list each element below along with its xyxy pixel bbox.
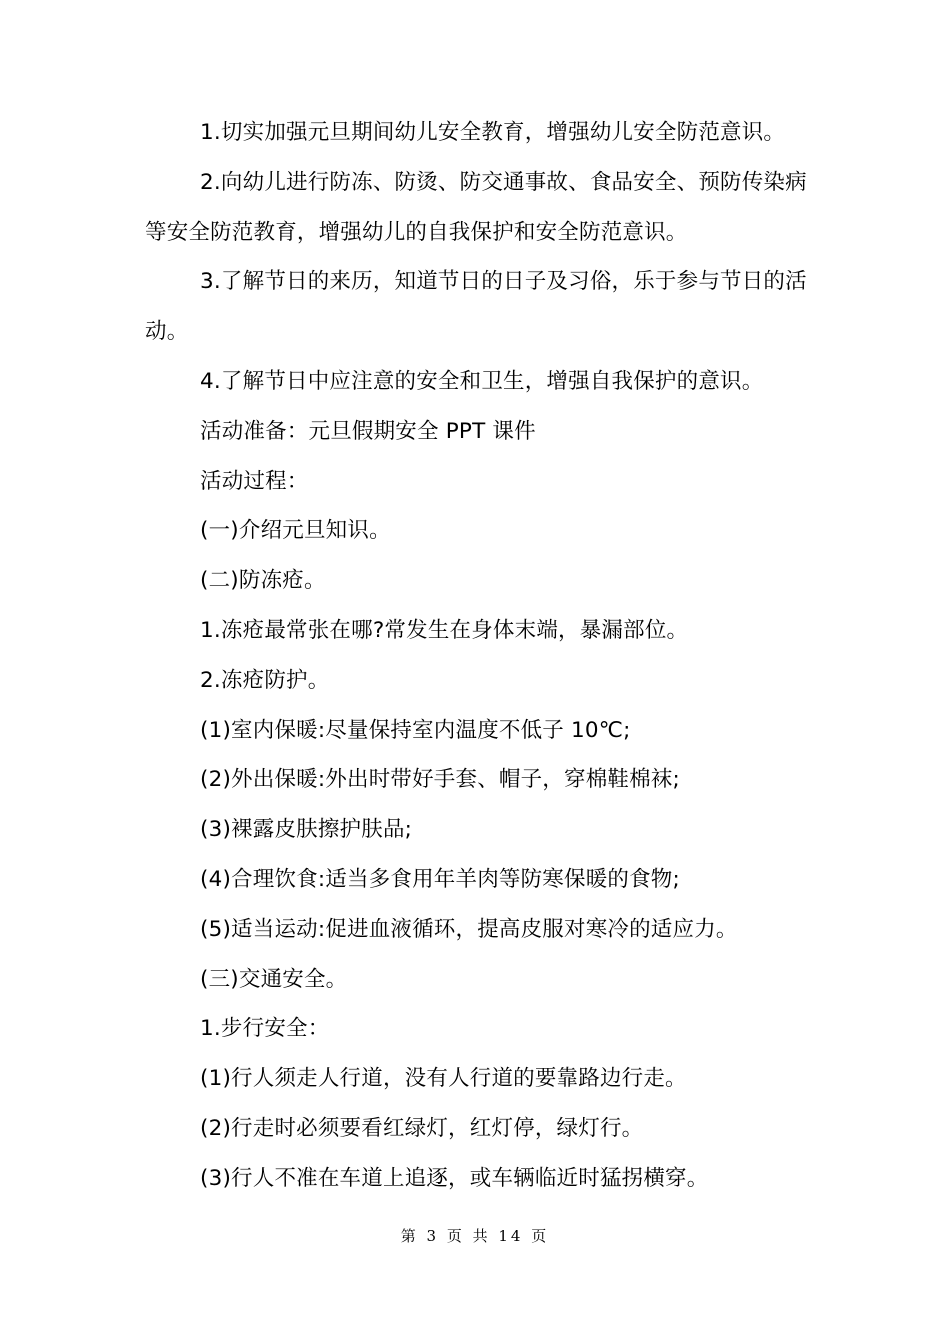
list-item: (2)外出保暖:外出时带好手套、帽子，穿棉鞋棉袜; [200, 767, 680, 793]
list-item: (3)裸露皮肤擦护肤品; [200, 817, 413, 843]
list-item: 2.冻疮防护。 [200, 667, 330, 693]
section-traffic-safety: (三)交通安全。 [200, 966, 348, 992]
paragraph-holiday-origin: 3.了解节日的来历，知道节日的日子及习俗，乐于参与节日的活动。 [145, 269, 807, 345]
paragraph-activity-process: 活动过程： [200, 468, 309, 494]
paragraph-holiday-safety: 4.了解节日中应注意的安全和卫生，增强自我保护的意识。 [200, 368, 764, 394]
page-number-footer: 第 3 页 共 14 页 [400, 1227, 550, 1245]
list-item: (5)适当运动:促进血液循环，提高皮服对寒冷的适应力。 [200, 916, 738, 942]
list-item: (3)行人不准在车道上追逐，或车辆临近时猛拐横穿。 [200, 1165, 709, 1191]
list-item: (1)室内保暖:尽量保持室内温度不低子 10℃; [200, 717, 631, 743]
list-item: (4)合理饮食:适当多食用年羊肉等防寒保暖的食物; [200, 866, 680, 892]
list-item: (2)行走时必须要看红绿灯，红灯停，绿灯行。 [200, 1115, 644, 1141]
section-new-year-knowledge: (一)介绍元旦知识。 [200, 518, 391, 544]
section-frostbite: (二)防冻疮。 [200, 568, 326, 594]
document-body [145, 108, 810, 1204]
list-item: 1.冻疮最常张在哪?常发生在身体末端，暴漏部位。 [200, 617, 689, 643]
paragraph-activity-preparation: 活动准备：元旦假期安全 PPT 课件 [200, 418, 536, 444]
list-item: (1)行人须走人行道，没有人行道的要靠路边行走。 [200, 1066, 687, 1092]
paragraph-prevention-education: 2.向幼儿进行防冻、防烫、防交通事故、食品安全、预防传染病等安全防范教育，增强幼儿的自我保护和安全防范意识。 [145, 169, 807, 245]
paragraph-safety-education: 1.切实加强元旦期间幼儿安全教育，增强幼儿安全防范意识。 [200, 120, 786, 145]
list-item: 1.步行安全： [200, 1016, 330, 1042]
